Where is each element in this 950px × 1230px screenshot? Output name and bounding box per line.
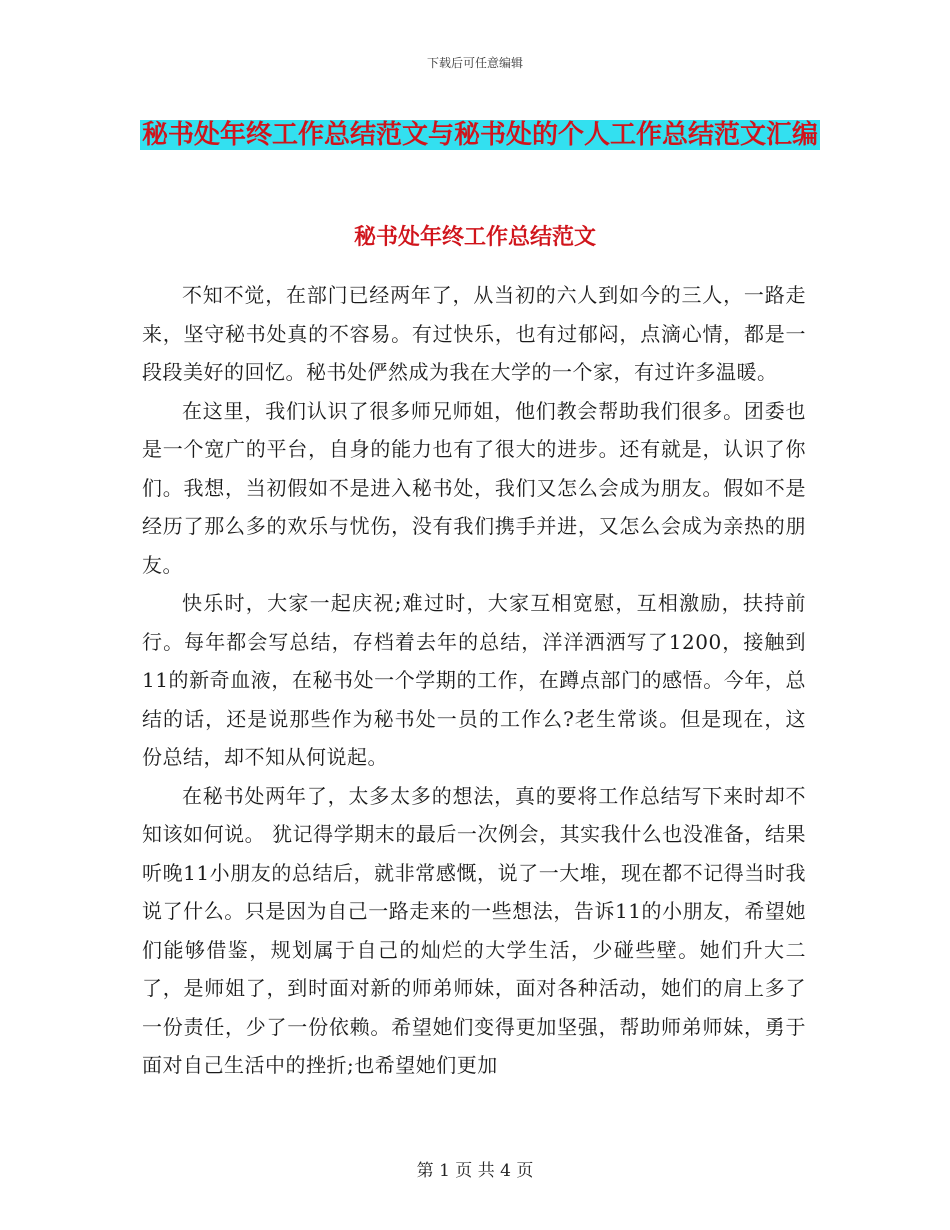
- document-title-text: 秘书处年终工作总结范文与秘书处的个人工作总结范文汇编: [142, 120, 819, 150]
- page-footer: 第 1 页 共 4 页: [416, 1161, 534, 1181]
- paragraph-1: 不知不觉，在部门已经两年了，从当初的六人到如今的三人，一路走来，坚守秘书处真的不容易。有过快乐，也有过郁闷，点滴心情，都是一段段美好的回忆。秘书处俨然成为我在大学的一个家，有过许多温暖。: [142, 283, 806, 384]
- paragraph-4: 在秘书处两年了，太多太多的想法，真的要将工作总结写下来时却不知该如何说。 犹记得学期末的最后一次例会，其实我什么也没准备，结果听晚11小朋友的总结后，就非常感慨，说了一大堆，现在都不记得当时我说了什么。只是因为自己一路走来的一些想法，告诉11的小朋友，希望她们能够借鉴，规划属于自己的灿烂的大学生活，少碰些壁。她们升大二了，是师姐了，到时面对新的师弟师妹，面对各种活动，她们的肩上多了一份责任，少了一份依赖。希望她们变得更加坚强，帮助师弟师妹，勇于面对自己生活中的挫折;也希望她们更加: [142, 783, 806, 1077]
- document-title: [140, 110, 820, 160]
- section-title: 秘书处年终工作总结范文: [353, 224, 596, 250]
- header-note: 下载后可任意编辑: [426, 56, 523, 70]
- body-text: [142, 276, 806, 1085]
- paragraph-3: 快乐时，大家一起庆祝;难过时，大家互相宽慰，互相激励，扶持前行。每年都会写总结，存档着去年的总结，洋洋洒洒写了1200，接触到11的新奇血液，在秘书处一个学期的工作，在蹲点部门的感悟。今年，总结的话，还是说那些作为秘书处一员的工作么?老生常谈。但是现在，这份总结，却不知从何说起。: [142, 591, 806, 769]
- paragraph-2: 在这里，我们认识了很多师兄师姐，他们教会帮助我们很多。团委也是一个宽广的平台，自身的能力也有了很大的进步。还有就是，认识了你们。我想，当初假如不是进入秘书处，我们又怎么会成为朋友。假如不是经历了那么多的欢乐与忧伤，没有我们携手并进，又怎么会成为亲热的朋友。: [142, 398, 806, 577]
